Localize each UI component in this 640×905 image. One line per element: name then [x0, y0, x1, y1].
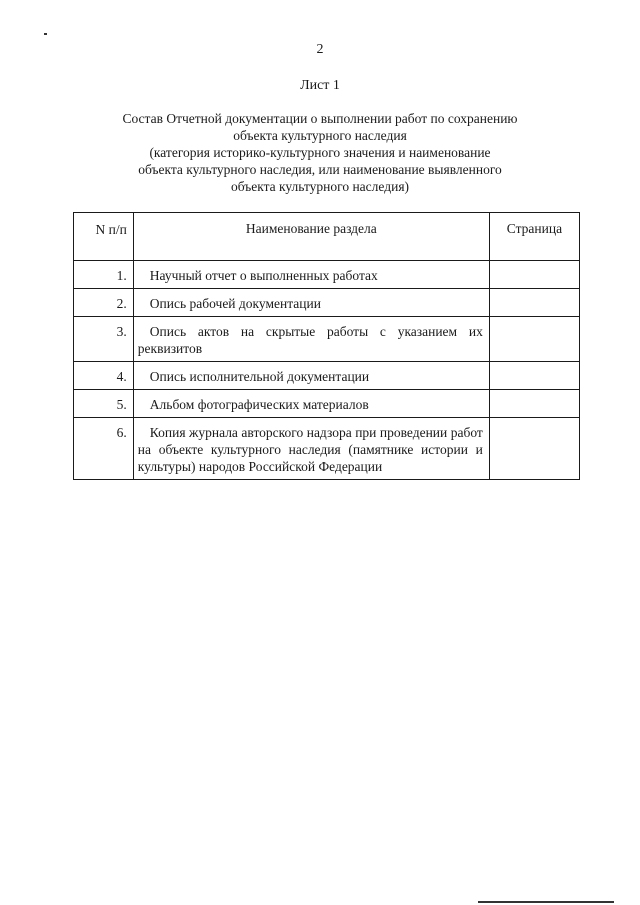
signature-line [478, 901, 614, 903]
sections-table [73, 212, 580, 480]
row-number: 5. [74, 390, 134, 418]
table-row [74, 289, 580, 317]
table-row [74, 317, 580, 362]
row-number: 4. [74, 362, 134, 390]
row-page [489, 289, 579, 317]
title-line: (категория историко-культурного значения и наименование [149, 145, 491, 160]
header-section-name: Наименование раздела [133, 213, 489, 261]
row-page [489, 418, 579, 480]
document-title [100, 110, 540, 195]
row-section-name: Опись рабочей документации [133, 289, 489, 317]
row-number: 2. [74, 289, 134, 317]
row-section-name: Опись актов на скрытые работы с указанием их реквизитов [133, 317, 489, 362]
row-number: 1. [74, 261, 134, 289]
row-section-name: Копия журнала авторского надзора при проведении работ на объекте культурного наследия (памятнике истории и культуры) народов Российской Федерации [133, 418, 489, 480]
title-line: Состав Отчетной документации о выполнении работ по сохранению [122, 111, 518, 126]
scan-artifact-mark [44, 33, 47, 35]
title-line: объекта культурного наследия) [230, 179, 410, 194]
row-section-name: Опись исполнительной документации [133, 362, 489, 390]
row-page [489, 362, 579, 390]
header-page: Страница [489, 213, 579, 261]
row-section-name: Научный отчет о выполненных работах [133, 261, 489, 289]
table-row [74, 362, 580, 390]
sheet-label: Лист 1 [300, 78, 340, 93]
table-header-row [74, 213, 580, 261]
title-line: объекта культурного наследия, или наименование выявленного [138, 162, 502, 177]
table-row [74, 418, 580, 480]
title-line: объекта культурного наследия [233, 128, 407, 143]
row-number: 6. [74, 418, 134, 480]
row-page [489, 390, 579, 418]
table-row [74, 261, 580, 289]
header-number: N п/п [74, 213, 134, 261]
row-section-name: Альбом фотографических материалов [133, 390, 489, 418]
row-page [489, 261, 579, 289]
page-number: 2 [316, 42, 324, 57]
row-page [489, 317, 579, 362]
row-number: 3. [74, 317, 134, 362]
table-row [74, 390, 580, 418]
